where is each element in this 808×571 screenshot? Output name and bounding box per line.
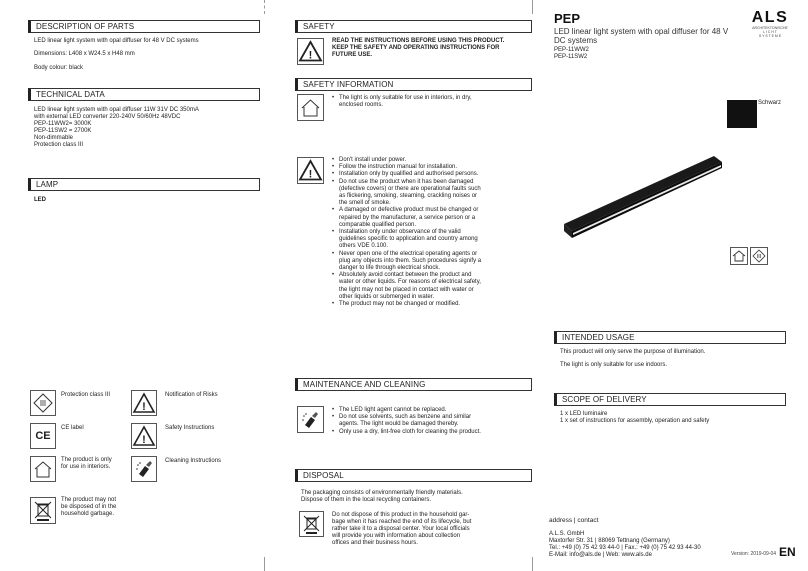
- indoor-only-icon: [297, 94, 324, 121]
- no-household-disposal-icon: [30, 497, 56, 524]
- legend-ce-label: CE label: [61, 425, 84, 431]
- list-item: • The light is only suitable for use in interiors, in dry, enclosed rooms.: [332, 95, 482, 109]
- brand-sub-1: ARCHITEKTONISCHE: [752, 26, 788, 30]
- legend-dispose-label-2: be disposed of in the: [61, 504, 117, 510]
- technical-line-4: PEP-11SW2 = 2700K: [34, 128, 92, 134]
- safety-line-2: KEEP THE SAFETY AND OPERATING INSTRUCTIONS FOR: [332, 45, 500, 51]
- safety-line-3: FUTURE USE.: [332, 52, 373, 58]
- disposal-line-2: bage when it has reached the end of its lifecycle, but: [332, 519, 472, 525]
- fold-line-left-bottom: [264, 557, 265, 571]
- legend-risks-label: Notification of Risks: [165, 392, 218, 398]
- disposal-header: DISPOSAL: [295, 469, 532, 482]
- svg-text:!: !: [308, 49, 313, 62]
- legend-dispose-label-1: The product may not: [61, 497, 117, 503]
- brand-sub-2: L I C H T: [763, 30, 777, 34]
- description-colour: Body colour: black: [34, 65, 84, 71]
- technical-line-6: Protection class III: [34, 142, 84, 148]
- list-item: • Only use a dry, lint-free cloth for cleaning the product.: [332, 429, 484, 436]
- indoor-use-badge: [730, 247, 748, 265]
- address-phone: Tel.: +49 (0) 75 42 93 44-0 | Fax.: +49 (0) 75 42 93 44-30: [549, 545, 701, 551]
- disposal-line-4: will provide you with information about collection: [332, 533, 461, 539]
- list-item: • A damaged or defective product must be changed or repaired by the manufacturer, a service person or a comparable qualified person.: [332, 207, 486, 229]
- model-2: PEP-11SW2: [554, 54, 588, 60]
- product-title: PEP: [554, 11, 581, 26]
- intended-line-1: This product will only serve the purpose of illumination.: [560, 349, 706, 355]
- technical-line-2: with external LED converter 220-240V 50/60Hz 48VDC: [34, 114, 181, 120]
- list-item: • Never open one of the electrical operating agents or plug any objects into them. Such procedures signify a danger to life through electrical shock.: [332, 251, 486, 273]
- list-item: • Absolutely avoid contact between the product and water or other liquids. For reasons of electrical safety, the light may not be placed in contact with water or other liquids or submerged in water.: [332, 272, 486, 301]
- legend-cleaning-label: Cleaning Instructions: [165, 458, 222, 464]
- version-label: Version: 2019-09-04: [731, 551, 777, 557]
- intended-line-2: The light is only suitable for use indoors.: [560, 362, 668, 368]
- fold-line-right-bottom: [532, 557, 533, 571]
- legend-dispose-label-3: household garbage.: [61, 511, 115, 517]
- scope-line-2: 1 x set of instructions for assembly, operation and safety: [560, 418, 710, 424]
- legend-safety-label: Safety Instructions: [165, 425, 215, 431]
- list-item: • The product may not be changed or modified.: [332, 301, 486, 308]
- list-item: • Installation only by qualified and authorised persons.: [332, 171, 486, 178]
- colour-swatch: [727, 100, 757, 128]
- brand-logo: [742, 10, 798, 38]
- disposal-bin-icon: [299, 511, 324, 537]
- language-label: EN: [779, 545, 796, 559]
- safety-instructions-icon: [131, 423, 157, 449]
- lamp-header: LAMP: [28, 178, 260, 191]
- description-line-1: LED linear light system with opal diffuser for 48 V DC systems: [34, 38, 199, 44]
- safety-header: SAFETY: [295, 20, 532, 33]
- disposal-packaging-line-1: The packaging consists of environmentally friendly materials.: [301, 490, 463, 496]
- safety-line-1: READ THE INSTRUCTIONS BEFORE USING THIS PRODUCT.: [332, 38, 505, 44]
- fold-line-left: [264, 0, 265, 14]
- technical-line-3: PEP-11WW2= 3000K: [34, 121, 92, 127]
- colour-swatch-label: Schwarz: [758, 100, 782, 106]
- lamp-text: LED: [34, 197, 46, 203]
- disposal-packaging-line-2: Dispose of them in the local recycling containers.: [301, 497, 432, 503]
- protection-class-icon: [30, 390, 56, 416]
- scope-header: SCOPE OF DELIVERY: [554, 393, 786, 406]
- ce-label-icon: CE: [30, 423, 56, 449]
- legend-indoor-label-2: for use in interiors.: [61, 464, 111, 470]
- legend-indoor-label-1: The product is only: [61, 457, 112, 463]
- description-dimensions: Dimensions: L408 x W24.5 x H48 mm: [34, 51, 135, 57]
- protection-class-badge: [750, 247, 768, 265]
- disposal-line-3: rather take it to a disposal center. Your local officials: [332, 526, 470, 532]
- cleaning-icon: [131, 456, 157, 482]
- address-company: A.L.S. GmbH: [549, 531, 585, 537]
- safety-indoor-list: [332, 95, 482, 109]
- list-item: • Do not use the product when it has been damaged (defective covers) or there are operational faults such as flickering, smoking, steaming, crackling noises or the smell of smoke.: [332, 179, 486, 208]
- description-header: DESCRIPTION OF PARTS: [28, 20, 260, 33]
- disposal-line-5: offices and their business hours.: [332, 540, 418, 546]
- fold-line-right: [532, 0, 533, 14]
- technical-line-5: Non-dimmable: [34, 135, 74, 141]
- technical-header: TECHNICAL DATA: [28, 88, 260, 101]
- product-subtitle-2: DC systems: [554, 36, 598, 45]
- svg-text:!: !: [308, 168, 313, 181]
- technical-line-1: LED linear light system with opal diffuser 11W 31V DC 350mA: [34, 107, 199, 113]
- safety-warnings-list: [332, 157, 486, 308]
- legend-protection-label: Protection class III: [61, 392, 111, 398]
- maintenance-header: MAINTENANCE AND CLEANING: [295, 378, 532, 391]
- list-item: • Follow the instruction manual for installation.: [332, 164, 486, 171]
- maintenance-cleaning-icon: [297, 406, 324, 433]
- intended-usage-header: INTENDED USAGE: [554, 331, 786, 344]
- list-item: • Installation only under observance of the valid guidelines specific to application and country among others VDE 0.100.: [332, 229, 486, 251]
- brand-name: ALS: [751, 9, 789, 26]
- product-image: [556, 152, 726, 242]
- scope-line-1: 1 x LED luminaire: [560, 411, 608, 417]
- svg-text:!: !: [142, 434, 146, 446]
- svg-text:!: !: [142, 401, 146, 413]
- model-1: PEP-11WW2: [554, 47, 589, 53]
- list-item: • Don't install under power.: [332, 157, 486, 164]
- maintenance-list: [332, 407, 484, 436]
- address-email: E-Mail: info@als.de | Web: www.als.de: [549, 552, 652, 558]
- warnings-icon: [297, 157, 324, 184]
- product-subtitle-1: LED linear light system with opal diffuser for 48 V: [554, 27, 729, 36]
- address-street: Maxtorfer Str. 31 | 88069 Tettnang (Germany): [549, 538, 670, 544]
- brand-sub-3: S Y S T E M E: [758, 34, 782, 38]
- indoor-use-icon: [30, 456, 56, 482]
- address-header: address | contact: [549, 517, 599, 524]
- list-item: • Do not use solvents, such as benzene and similar agents. The light would be damaged thereby.: [332, 414, 484, 428]
- disposal-line-1: Do not dispose of this product in the household gar-: [332, 512, 470, 518]
- safety-info-header: SAFETY INFORMATION: [295, 78, 532, 91]
- list-item: • The LED light agent cannot be replaced.: [332, 407, 484, 414]
- risk-warning-icon: [131, 390, 157, 416]
- safety-warning-icon: [297, 38, 324, 65]
